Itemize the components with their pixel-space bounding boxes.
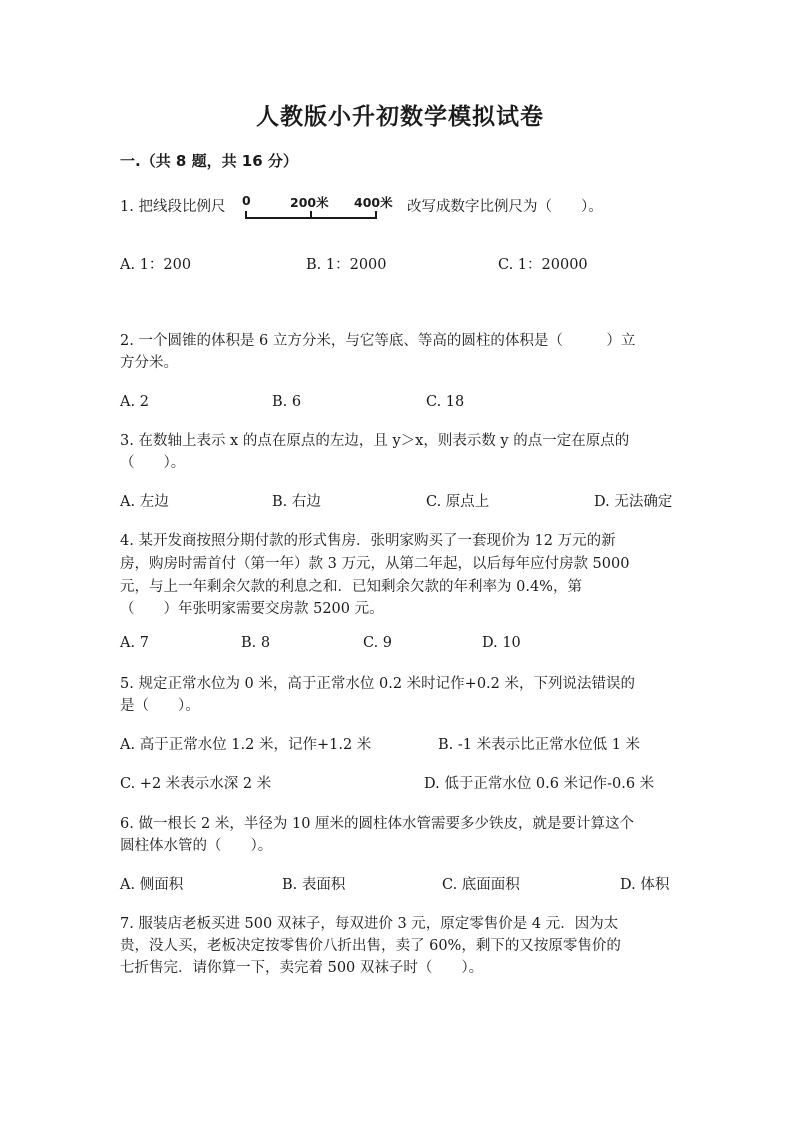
page-title: 人教版小升初数学模拟试卷	[256, 104, 544, 130]
q3-option-b: B. 右边	[272, 494, 321, 510]
question-5-line-1: 5. 规定正常水位为 0 米，高于正常水位 0.2 米时记作+0.2 米，下列说法错误的	[120, 676, 635, 692]
question-7-line-2: 贵，没人买，老板决定按零售价八折出售，卖了 60%，剩下的又按原零售价的	[120, 938, 621, 954]
q6-option-d: D. 体积	[620, 877, 670, 893]
q6-option-c: C. 底面面积	[442, 877, 520, 893]
q3-option-c: C. 原点上	[426, 494, 490, 510]
question-1-suffix: 改写成数字比例尺为（ ）。	[407, 199, 603, 215]
q1-option-c: C. 1：20000	[498, 257, 588, 273]
q1-option-b: B. 1：2000	[306, 257, 387, 273]
scale-label-0: 0	[242, 193, 251, 208]
question-4-line-2: 房，购房时需首付（第一年）款 3 万元，从第二年起，以后每年应付房款 5000	[120, 556, 630, 572]
question-5-line-2: 是（ ）。	[120, 698, 200, 714]
q4-option-d: D. 10	[482, 635, 521, 651]
section-header: 一.（共 8 题，共 16 分）	[120, 152, 298, 170]
q4-option-c: C. 9	[363, 635, 393, 651]
q6-option-b: B. 表面积	[282, 877, 346, 893]
q6-option-a: A. 侧面积	[120, 877, 184, 893]
question-6-line-1: 6. 做一根长 2 米，半径为 10 厘米的圆柱体水管需要多少铁皮，就是要计算这个	[120, 816, 635, 832]
question-2-line-1: 2. 一个圆锥的体积是 6 立方分米，与它等底、等高的圆柱的体积是（ ）立	[120, 333, 636, 349]
q2-option-c: C. 18	[426, 394, 465, 410]
q1-option-a: A. 1：200	[120, 257, 192, 273]
q3-option-d: D. 无法确定	[594, 494, 673, 510]
q4-option-a: A. 7	[120, 635, 149, 651]
question-3-line-1: 3. 在数轴上表示 x 的点在原点的左边，且 y＞x，则表示数 y 的点一定在原点的	[120, 433, 630, 449]
q3-option-a: A. 左边	[120, 494, 169, 510]
line-scale-figure	[236, 191, 398, 225]
q5-option-c: C. +2 米表示水深 2 米	[120, 776, 272, 792]
q2-option-b: B. 6	[272, 394, 302, 410]
q5-option-a: A. 高于正常水位 1.2 米，记作+1.2 米	[120, 737, 372, 753]
q2-option-a: A. 2	[120, 394, 149, 410]
question-7-line-1: 7. 服装店老板买进 500 双袜子，每双进价 3 元，原定零售价是 4 元．因为太	[120, 916, 619, 932]
scale-label-200: 200米	[290, 195, 329, 210]
question-3-line-2: （ ）。	[120, 455, 186, 471]
question-6-line-2: 圆柱体水管的（ ）。	[120, 838, 273, 854]
question-7-line-3: 七折售完．请你算一下，卖完着 500 双袜子时（ ）。	[120, 960, 484, 976]
q5-option-b: B. -1 米表示比正常水位低 1 米	[438, 737, 641, 753]
question-4-line-1: 4. 某开发商按照分期付款的形式售房．张明家购买了一套现价为 12 万元的新	[120, 533, 616, 549]
q5-option-d: D. 低于正常水位 0.6 米记作-0.6 米	[424, 776, 655, 792]
question-4-line-4: （ ）年张明家需要交房款 5200 元。	[120, 601, 384, 617]
q4-option-b: B. 8	[241, 635, 271, 651]
question-1-prefix: 1. 把线段比例尺	[120, 199, 226, 215]
question-2-line-2: 方分米。	[120, 355, 178, 371]
scale-label-400: 400米	[354, 195, 393, 210]
question-4-line-3: 元，与上一年剩余欠款的利息之和．已知剩余欠款的年利率为 0.4%，第	[120, 579, 582, 595]
